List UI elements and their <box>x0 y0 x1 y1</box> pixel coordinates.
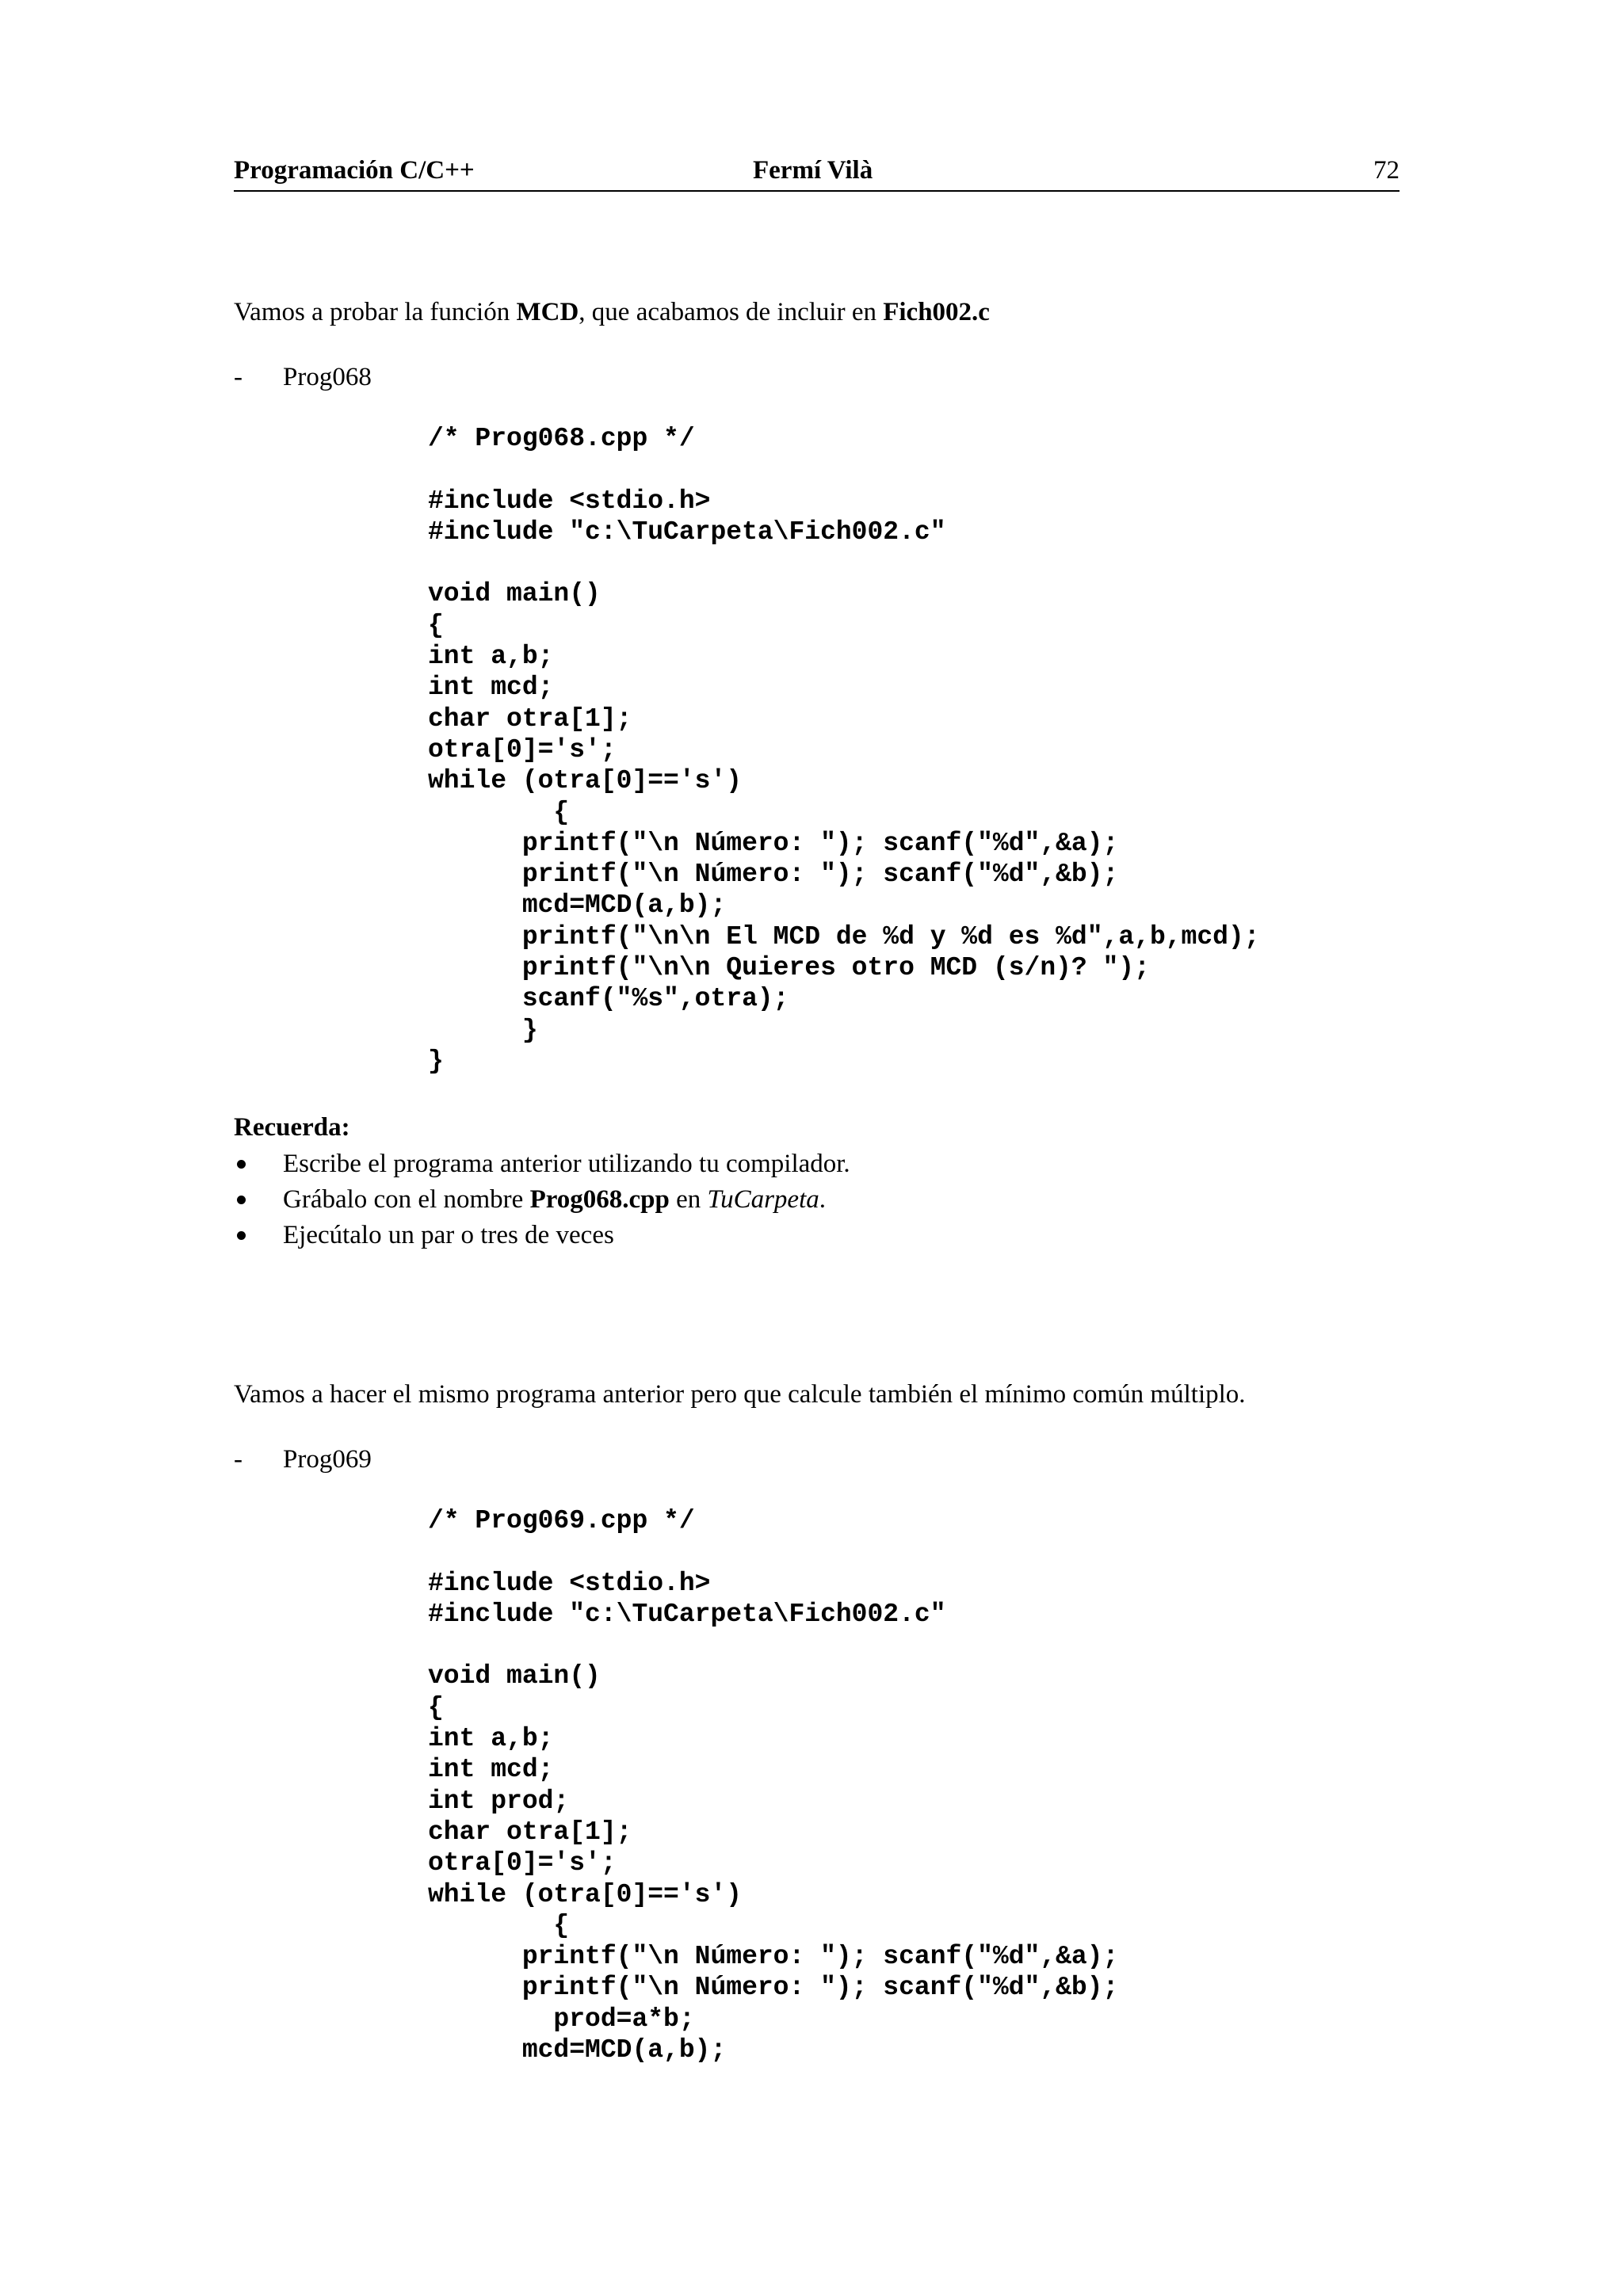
code-line: int a,b; <box>428 642 554 672</box>
code-line: #include <stdio.h> <box>428 486 711 516</box>
recuerda-list <box>234 1146 850 1253</box>
code-line: printf("\n Número: "); scanf("%d",&b); <box>428 860 1119 890</box>
code-line: void main() <box>428 579 601 609</box>
code-line: { <box>428 1910 570 1940</box>
bullet-text-end: . <box>819 1185 826 1214</box>
code-line: void main() <box>428 1661 601 1691</box>
program-label: Prog069 <box>283 1445 372 1474</box>
code-block-prog068 <box>428 423 1260 1077</box>
code-line: scanf("%s",otra); <box>428 984 789 1014</box>
code-line: /* Prog069.cpp */ <box>428 1506 695 1535</box>
code-line: otra[0]='s'; <box>428 734 617 765</box>
bullet-text: Grábalo con el nombre <box>283 1185 530 1214</box>
code-line: #include <stdio.h> <box>428 1568 711 1598</box>
list-item <box>234 1146 850 1182</box>
code-line: /* Prog068.cpp */ <box>428 424 695 453</box>
code-line: mcd=MCD(a,b); <box>428 891 727 921</box>
bullet-icon <box>237 1231 246 1240</box>
page-header <box>234 152 1400 192</box>
code-line <box>428 547 1260 578</box>
section1-intro <box>234 295 990 330</box>
code-line: printf("\n\n El MCD de %d y %d es %d",a,b,mcd); <box>428 921 1260 952</box>
code-line: int mcd; <box>428 1755 554 1785</box>
code-line: printf("\n Número: "); scanf("%d",&a); <box>428 828 1119 858</box>
bullet-icon <box>237 1196 246 1204</box>
code-line: mcd=MCD(a,b); <box>428 2035 727 2065</box>
code-line: #include "c:\TuCarpeta\Fich002.c" <box>428 1599 946 1629</box>
code-line: printf("\n\n Quieres otro MCD (s/n)? "); <box>428 953 1150 983</box>
code-line: while (otra[0]=='s') <box>428 766 743 796</box>
code-line: } <box>428 1046 444 1076</box>
code-line: printf("\n Número: "); scanf("%d",&a); <box>428 1942 1119 1972</box>
code-line: #include "c:\TuCarpeta\Fich002.c" <box>428 517 946 547</box>
code-line: int prod; <box>428 1786 570 1816</box>
code-line: { <box>428 797 570 827</box>
bullet-icon <box>237 1160 246 1169</box>
code-line: otra[0]='s'; <box>428 1848 617 1878</box>
intro-text-mid: , que acabamos de incluir en <box>579 298 884 326</box>
intro-text: Vamos a probar la función <box>234 298 517 326</box>
page-number: 72 <box>1373 156 1400 185</box>
code-line: printf("\n Número: "); scanf("%d",&b); <box>428 1973 1119 2003</box>
code-line: int a,b; <box>428 1724 554 1754</box>
intro-mcd: MCD <box>516 298 579 326</box>
code-line: { <box>428 610 444 640</box>
list-item <box>234 1182 850 1218</box>
dash-marker: - <box>234 1445 242 1474</box>
header-author: Fermí Vilà <box>753 156 873 185</box>
code-line: while (otra[0]=='s') <box>428 1879 743 1909</box>
code-line: int mcd; <box>428 673 554 703</box>
intro-filename: Fich002.c <box>883 298 990 326</box>
code-line: char otra[1]; <box>428 704 632 734</box>
section2-intro: Vamos a hacer el mismo programa anterior pero que calcule también el mínimo común múltiplo. <box>234 1380 1246 1409</box>
bullet-text-mid: en <box>669 1185 708 1214</box>
recuerda-title: Recuerda: <box>234 1113 350 1142</box>
code-line <box>428 454 1260 485</box>
code-line <box>428 1536 1118 1567</box>
bullet-folder: TuCarpeta <box>707 1185 819 1214</box>
bullet-filename: Prog068.cpp <box>529 1185 670 1214</box>
header-title: Programación C/C++ <box>234 156 475 185</box>
list-item <box>234 1218 850 1253</box>
program-label: Prog068 <box>283 363 372 391</box>
code-line: char otra[1]; <box>428 1817 632 1847</box>
code-line: { <box>428 1692 444 1722</box>
code-line: } <box>428 1015 538 1045</box>
code-block-prog069 <box>428 1505 1118 2065</box>
dash-marker: - <box>234 363 242 391</box>
bullet-text: Escribe el programa anterior utilizando tu compilador. <box>283 1150 850 1178</box>
bullet-text: Ejecútalo un par o tres de veces <box>283 1221 614 1249</box>
code-line <box>428 1630 1118 1661</box>
code-line: prod=a*b; <box>428 2004 695 2034</box>
